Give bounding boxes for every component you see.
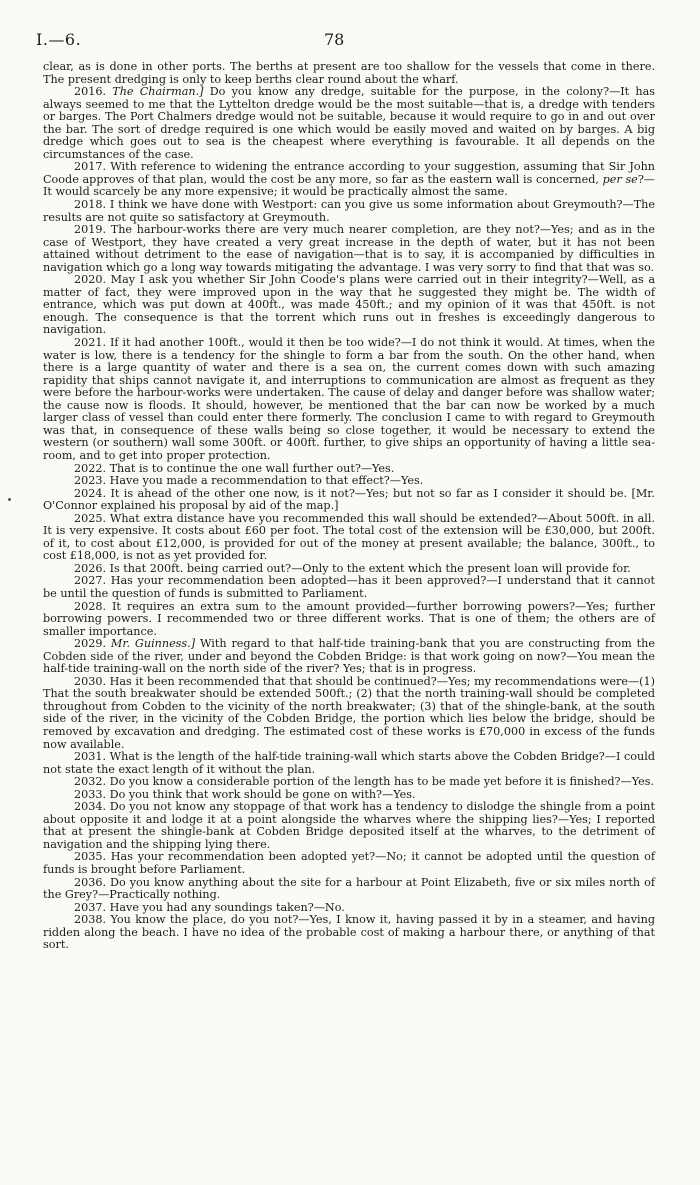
- paragraph: 2032. Do you know a considerable portion of the length has to be made yet before it is finished?—Yes.: [74, 775, 655, 789]
- paragraph: 2034. Do you not know any stoppage of that work has a tendency to dislodge the shingle from a point about opposite it and lodge it at a point alongside the wharves where the shipping lies?—Yes; I reported that at present the shingle-bank at Cobden Bridge deposited itself at the wharves, to the detriment of navigation and the shipping lying there.: [43, 800, 655, 851]
- paragraph: 2038. You know the place, do you not?—Yes, I know it, having passed it by in a steamer, and having ridden along the beach. I have no idea of the probable cost of making a harbour there, or anything of that sort.: [43, 913, 655, 952]
- paragraph: 2028. It requires an extra sum to the amount provided—further borrowing powers?—Yes; further borrowing powers. I recommended two or three different works. That is one of them; the others are of smaller importance.: [43, 599, 656, 638]
- paragraph: 2026. Is that 200ft. being carried out?—Only to the extent which the present loan will provide for.: [74, 561, 631, 575]
- paragraph: 2016. The Chairman.] Do you know any dredge, suitable for the purpose, in the colony?—It has always seemed to me that the Lyttelton dredge would be the most suitable—that is, a dredge with tenders or barges. The Port Chalmers dredge would not be suitable, because it would require to go in and out over the bar. The sort of dredge required is one which would be easily moved and waited on by barges. A big dredge which goes out to sea is the cheapest where everything is favourable. It all depends on the circumstances of the case.: [43, 85, 655, 161]
- latin-phrase: per se: [602, 172, 638, 186]
- paragraph: 2020. May I ask you whether Sir John Coode's plans were carried out in their integrity?—Well, as a matter of fact, they were improved upon in the way that he suggested they might be. The width of entrance, which was put down at 400ft., was made 450ft.; and my opinion of it was that 450ft. is not enough. The consequence is that the torrent which runs out in freshes is exceedingly dangerous to navigation.: [43, 273, 655, 337]
- paragraph: 2029. Mr. Guinness.] With regard to that half-tide training-bank that you are constructing from the Cobden side of the river, under and beyond the Cobden Bridge: is that work going on now?—You mean the half-tide training-wall on the north side of the river? Yes; that is in progress.: [43, 637, 655, 676]
- paragraph: 2019. The harbour-works there are very much nearer completion, are they not?—Yes; and as in the case of Westport, they have created a very great increase in the depth of water, but it has not been attained without detriment to the ease of navigation—that is to say, it is accompanied by difficulties in navigation which go a long way towards mitigating the advantage. I was very sorry to find that that was so.: [43, 223, 655, 274]
- paragraph: 2033. Do you think that work should be gone on with?—Yes.: [74, 787, 416, 801]
- paragraph: 2030. Has it been recommended that that should be continued?—Yes; my recommendations were—(1) That the south breakwater should be extended 500ft.; (2) that the north training-wall should be completed throughout from Cobden to the vicinity of the north breakwater; (3) that of the shingle-bank, at the south side of the river, in the vicinity of the Cobden Bridge, the portion which lies below the bridge, should be removed by excavation and dredging. The estimated cost of these works is £70,000 in excess of the funds now available.: [43, 674, 655, 751]
- body-text: [43, 61, 655, 952]
- paragraph: 2017. With reference to widening the entrance according to your suggestion, assuming that Sir John Coode approves of that plan, would the cost be any more, so far as the eastern wall is concerned, per se?—It would scarcely be any more expensive; it would be practically almost the same.: [43, 160, 655, 199]
- paragraph: 2018. I think we have done with Westport: can you give us some information about Greymouth?—The results are not quite so satisfactory at Greymouth.: [43, 198, 656, 224]
- paragraph: 2024. It is ahead of the other one now, is it not?—Yes; but not so far as I consider it should be. [Mr. O'Connor explained his proposal by aid of the map.]: [43, 486, 655, 513]
- paragraph: 2036. Do you know anything about the site for a harbour at Point Elizabeth, five or six miles north of the Grey?—Practically nothing.: [43, 875, 655, 902]
- speaker-name: Mr. Guinness.]: [110, 637, 196, 651]
- paragraph: 2023. Have you made a recommendation to that effect?—Yes.: [74, 474, 424, 488]
- paragraph: 2031. What is the length of the half-tide training-wall which starts above the Cobden Bridge?—I could not state the exact length of it without the plan.: [43, 750, 655, 776]
- paragraph: 2027. Has your recommendation been adopted—has it been approved?—I understand that it cannot be until the question of funds is submitted to Parliament.: [43, 574, 655, 600]
- paragraph: 2037. Have you had any soundings taken?—No.: [74, 900, 345, 914]
- page-number: 78: [324, 30, 345, 49]
- page-code: I.—6.: [36, 30, 82, 49]
- paragraph: 2022. That is to continue the one wall further out?—Yes.: [74, 461, 395, 475]
- margin-mark: [8, 498, 11, 501]
- paragraph: 2035. Has your recommendation been adopted yet?—No; it cannot be adopted until the question of funds is brought before Parliament.: [43, 850, 655, 876]
- page-header: [36, 30, 646, 52]
- speaker-name: The Chairman.]: [112, 85, 204, 99]
- paragraph: clear, as is done in other ports. The berths at present are too shallow for the vessels that come in there. The present dredging is only to keep berths clear round about the wharf.: [43, 60, 655, 86]
- paragraph: 2021. If it had another 100ft., would it then be too wide?—I do not think it would. At times, when the water is low, there is a tendency for the shingle to form a bar from the south. On the other hand, when there is a large quantity of water and there is a sea on, the current comes down with such amazing rapidity that ships cannot navigate it, and interruptions to communication are almost as frequent as they were before the harbour-works were undertaken. The cause of delay and danger before was shallow water; the cause now is floods. It should, however, be mentioned that the bar can now be worked by a much larger class of vessel than could enter there formerly. The conclusion I came to with regard to Greymouth was that, in consequence of these walls being so close together, it would be necessary to extend the western (or southern) wall some 300ft. or 400ft. further, to give ships an opportunity of having a little sea-room, and to get into proper protection.: [43, 336, 655, 462]
- paragraph: 2025. What extra distance have you recommended this wall should be extended?—About 500ft. in all. It is very expensive. It costs about £60 per foot. The total cost of the extension will be £30,000, but 200ft. of it, to cost about £12,000, is provided for out of the money at present available; the balance, 300ft., to cost £18,000, is not as yet provided for.: [43, 511, 655, 563]
